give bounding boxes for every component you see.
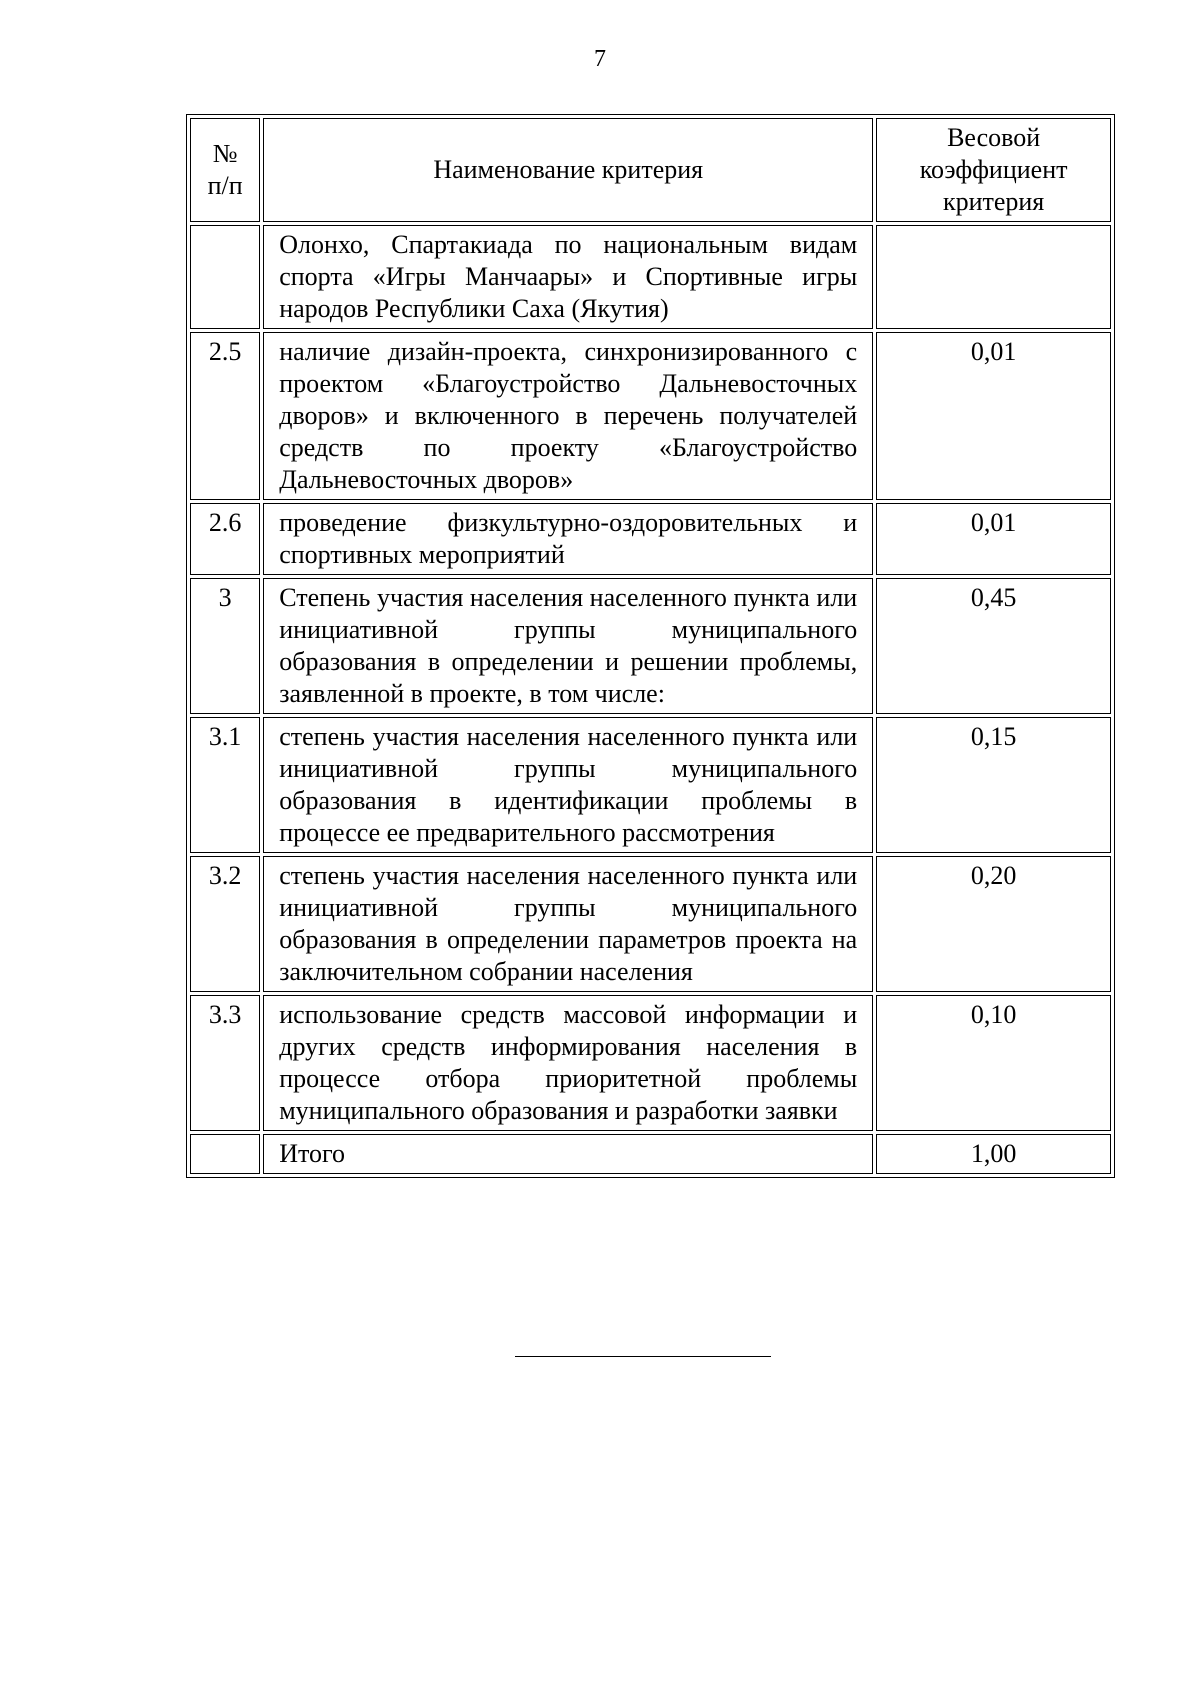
table-row bbox=[190, 995, 1111, 1131]
table-row bbox=[190, 225, 1111, 329]
table-row bbox=[190, 717, 1111, 853]
header-num-label: № п/п bbox=[207, 139, 243, 200]
row-weight-cell bbox=[876, 225, 1111, 329]
row-name-cell: Степень участия населения населенного пункта или инициативной группы муниципального образования в определении и решении проблемы, заявленной в проекте, в том числе: bbox=[263, 578, 873, 714]
header-name-cell bbox=[263, 118, 873, 222]
header-name-label: Наименование критерия bbox=[433, 155, 704, 184]
row-num-cell: 3.1 bbox=[190, 717, 260, 853]
header-num-cell bbox=[190, 118, 260, 222]
row-name-cell: степень участия населения населенного пункта или инициативной группы муниципального образования в идентификации проблемы в процессе ее предварительного рассмотрения bbox=[263, 717, 873, 853]
row-num-cell: 2.6 bbox=[190, 503, 260, 575]
table-row bbox=[190, 856, 1111, 992]
row-weight-cell: 0,20 bbox=[876, 856, 1111, 992]
row-num-cell: 2.5 bbox=[190, 332, 260, 500]
total-num-cell bbox=[190, 1134, 260, 1174]
row-num-cell: 3.2 bbox=[190, 856, 260, 992]
row-num-cell bbox=[190, 225, 260, 329]
total-weight-cell: 1,00 bbox=[876, 1134, 1111, 1174]
header-weight-cell bbox=[876, 118, 1111, 222]
total-label-cell: Итого bbox=[263, 1134, 873, 1174]
row-name-cell: использование средств массовой информации и других средств информирования населения в процессе отбора приоритетной проблемы муниципального образования и разработки заявки bbox=[263, 995, 873, 1131]
row-weight-cell: 0,15 bbox=[876, 717, 1111, 853]
row-num-cell: 3.3 bbox=[190, 995, 260, 1131]
row-name-cell: степень участия населения населенного пункта или инициативной группы муниципального образования в определении параметров проекта на заключительном собрании населения bbox=[263, 856, 873, 992]
table-row bbox=[190, 503, 1111, 575]
page-number: 7 bbox=[594, 46, 606, 72]
row-weight-cell: 0,10 bbox=[876, 995, 1111, 1131]
row-weight-cell: 0,45 bbox=[876, 578, 1111, 714]
row-weight-cell: 0,01 bbox=[876, 332, 1111, 500]
header-weight-label: Весовой коэффициент критерия bbox=[919, 123, 1068, 216]
table-row bbox=[190, 578, 1111, 714]
row-name-cell: проведение физкультурно-оздоровительных и спортивных мероприятий bbox=[263, 503, 873, 575]
table-header-row bbox=[190, 118, 1111, 222]
criteria-table bbox=[186, 114, 1115, 1178]
table-total-row bbox=[190, 1134, 1111, 1174]
row-name-cell: Олонхо, Спартакиада по национальным видам спорта «Игры Манчаары» и Спортивные игры народов Республики Саха (Якутия) bbox=[263, 225, 873, 329]
table-row bbox=[190, 332, 1111, 500]
row-name-cell: наличие дизайн-проекта, синхронизированного с проектом «Благоустройство Дальневосточных дворов» и включенного в перечень получателей средств по проекту «Благоустройство Дальневосточных дворов» bbox=[263, 332, 873, 500]
row-weight-cell: 0,01 bbox=[876, 503, 1111, 575]
row-num-cell: 3 bbox=[190, 578, 260, 714]
end-separator-line bbox=[515, 1356, 771, 1357]
